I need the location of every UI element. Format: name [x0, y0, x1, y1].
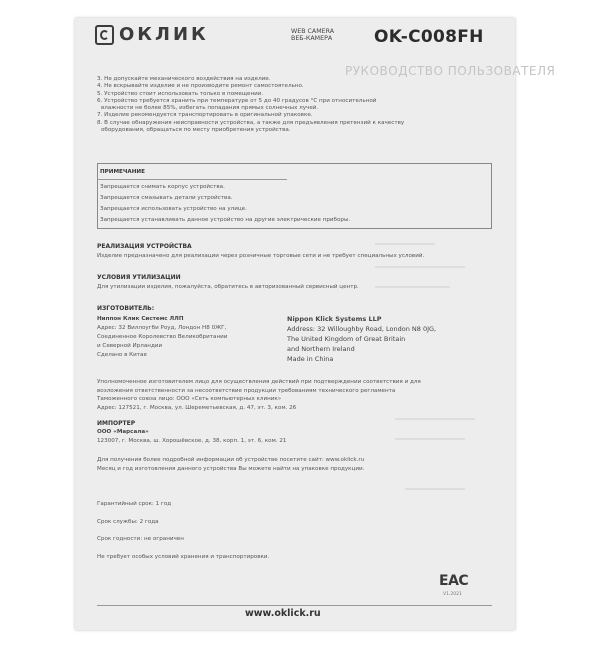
manufacturer-ru-line: Соединенное Королевство Великобритании: [97, 334, 228, 340]
rule-item: 4. Не вскрывайте изделие и не производите ремонт самостоятельно.: [97, 83, 304, 90]
brand-name: ОКЛИК: [119, 24, 209, 45]
info-line: Для получения более подробной информации об устройстве посетите сайт: www.oklick.ru: [97, 457, 365, 463]
model-number: OK-C008FH: [374, 27, 484, 47]
rules-list: [97, 76, 404, 134]
authorized-line: Адрес: 127521, г. Москва, ул. Шереметьевская, д. 47, эт. 3, ком. 26: [97, 404, 297, 411]
manufacturer-en-name: Nippon Klick Systems LLP: [287, 315, 382, 323]
ghost-line: [375, 266, 465, 268]
footer-url: www.oklick.ru: [245, 608, 321, 619]
eac-mark: EAC: [439, 573, 469, 589]
ghost-line: [395, 418, 475, 420]
authorized-line: возложения ответственности за несоответствие продукции требованиям технического регламента: [97, 387, 396, 394]
camera-type-ru: ВЕБ-КАМЕРА: [291, 35, 333, 42]
authorized-rep: [97, 378, 421, 412]
brand-logo-icon: [95, 25, 114, 45]
service-life: Срок службы: 2 года: [97, 518, 159, 525]
info-line: Месяц и год изготовления данного устройства Вы можете найти на упаковке продукции.: [97, 466, 365, 472]
rule-item: 3. Не допускайте механического воздействия на изделие.: [97, 76, 271, 82]
rule-item: влажности не более 85%, избегать попадания прямых солнечных лучей.: [101, 105, 319, 112]
manual-page: [75, 18, 556, 630]
ghost-line: [395, 438, 465, 440]
importer-address: 123007, г. Москва, ш. Хорошёвское, д. 38, корп. 1, эт. 6, ком. 21: [97, 438, 287, 444]
manufacturer-ru-line: и Северной Ирландии: [97, 343, 163, 349]
manufacturer-en-line: and Northern Ireland: [287, 345, 355, 353]
importer-title: ИМПОРТЕР: [97, 420, 136, 427]
rule-item: 7. Изделие рекомендуется транспортировать в оригинальной упаковке.: [97, 112, 313, 119]
note-list: [100, 182, 350, 226]
note-item: Запрещается использовать устройство на улице.: [100, 206, 247, 212]
terms-list: [97, 496, 269, 566]
manufacturer-ru-line: Сделано в Китае: [97, 352, 147, 358]
note-title: ПРИМЕЧАНИЕ: [100, 169, 145, 175]
manufacturer-title: ИЗГОТОВИТЕЛЬ:: [97, 305, 155, 312]
note-item: Запрещается смазывать детали устройства.: [100, 195, 233, 201]
importer-name: ООО «Марсала»: [97, 429, 149, 435]
manufacturer-en-line: Made in China: [287, 355, 334, 363]
rule-item: оборудования, обращаться по месту приобретения устройства.: [101, 127, 291, 134]
sales-text: Изделие предназначено для реализации через розничные торговые сети и не требует специальных условий.: [97, 253, 425, 259]
manufacturer-en: [287, 314, 436, 364]
manufacturer-en-line: Address: 32 Willoughby Road, London N8 0JG,: [287, 325, 437, 333]
camera-type: [291, 28, 334, 42]
sales-title: РЕАЛИЗАЦИЯ УСТРОЙСТВА: [97, 243, 192, 250]
rule-item: 6. Устройство требуется хранить при температуре от 5 до 40 градусов °С при относительной: [97, 97, 377, 104]
info-block: [97, 456, 364, 474]
disposal-text: Для утилизации изделия, пожалуйста, обратитесь в авторизованный сервисный центр.: [97, 284, 359, 290]
ghost-line: [375, 286, 450, 288]
manufacturer-en-line: The United Kingdom of Great Britain: [287, 335, 406, 343]
authorized-line: Уполномоченное изготовителем лицо для осуществления действий при подтверждении соответствия и для: [97, 379, 421, 385]
shelf-life: Срок годности: не ограничен: [97, 536, 184, 542]
disposal-title: УСЛОВИЯ УТИЛИЗАЦИИ: [97, 274, 181, 281]
rule-item: 8. В случае обнаружения неисправности устройства, а также для предъявления претензий к качеству: [97, 119, 405, 126]
camera-type-en: WEB CAMERA: [291, 28, 335, 35]
note-item: Запрещается снимать корпус устройства.: [100, 184, 225, 190]
footer-divider: [97, 605, 492, 606]
ghost-line: [375, 243, 435, 245]
storage-conditions: Не требует особых условий хранения и транспортировки.: [97, 553, 270, 560]
warranty-term: Гарантийный срок: 1 год: [97, 501, 172, 507]
version-year: V1.2021: [443, 592, 462, 597]
rule-item: 5. Устройство стоит использовать только в помещении.: [97, 90, 264, 97]
note-item: Запрещается устанавливать данное устройство на другие электрические приборы.: [100, 217, 351, 223]
ghost-line: [405, 488, 465, 490]
manufacturer-ru-name: Ниппон Клик Системс ЛЛП: [97, 316, 184, 322]
manufacturer-ru: [97, 315, 227, 360]
manufacturer-ru-line: Адрес: 32 Виллоугби Роуд, Лондон Н8 0ЖГ,: [97, 325, 227, 331]
authorized-line: Таможенного союза лицо: ООО «Сеть компьютерных клиник»: [97, 396, 282, 402]
note-divider: [97, 179, 287, 180]
ghost-title: РУКОВОДСТВО ПОЛЬЗОВАТЕЛЯ: [345, 64, 556, 78]
